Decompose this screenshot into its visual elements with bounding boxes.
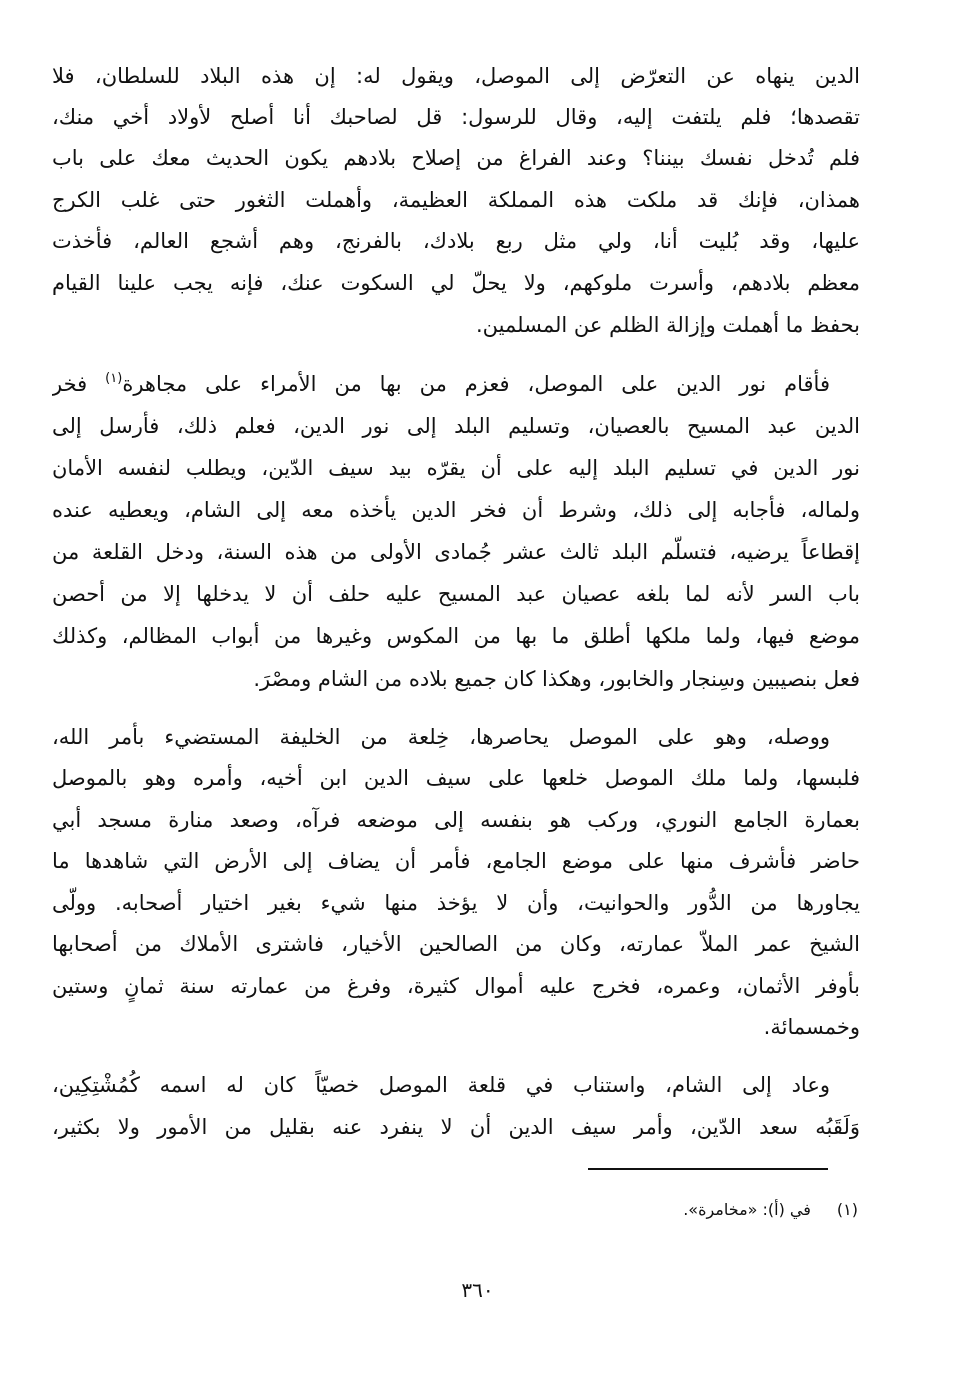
text-line: الدين ينهاه عن التعرّض إلى الموصل، ويقول له: إن هذه البلاد للسلطان، فلا bbox=[52, 64, 860, 88]
text-line: نور الدين في تسليم البلد إليه على أن يقرّه بيد سيف الدّين، ويطلب لنفسه الأمان bbox=[52, 456, 860, 480]
text-line: عليها، وقد بُليت أنا، ولي مثل ربع بلادك، بالفرنج، وهم أشجع العالم، فأخذت bbox=[52, 229, 860, 253]
footnote-reference: (١) bbox=[105, 371, 123, 386]
text-line: الشيخ عمر الملاّ عمارته، وكان من الصالحين الأخيار، فاشترى الأملاك من أصحابها bbox=[52, 932, 860, 956]
text-line: وعاد إلى الشام، واستناب في قلعة الموصل خصيّاً كان له اسمه كُمُشْتِكِين، bbox=[52, 1073, 830, 1097]
text-line: موضع فيها، ولما ملكها أطلق ما بها من المكوس وغيرها من أبواب المظالم، وكذلك bbox=[52, 624, 860, 648]
text-line: ولماله، فأجابه إلى ذلك، وشرط أن فخر الدين يأخذه معه إلى الشام، ويعطيه عنده bbox=[52, 498, 860, 522]
text-line: تقصدها؛ فلم يلتفت إليه، وقال للرسول: قل لصاحبك أنا أصلح لأولاد أخي منك، bbox=[52, 105, 860, 129]
footnote bbox=[358, 1195, 858, 1225]
text-line: بحفظ ما أهملت وإزالة الظلم عن المسلمين. bbox=[476, 313, 860, 337]
page-number: ٣٦٠ bbox=[461, 1278, 494, 1302]
text-line: فلم تُدخل نفسك بيننا؟ وعند الفراغ من إصلاح بلادهم يكون الحديث معك على باب bbox=[52, 146, 860, 170]
text-line: فلبسها، ولما ملك الموصل خلعها على سيف الدين ابن أخيه، وأمره وهو بالموصل bbox=[52, 766, 860, 790]
text-line: وخمسمائة. bbox=[763, 1015, 860, 1039]
text-line: يجاورها من الدُّور والحوانيت، وأن لا يؤخذ منها شيء بغير اختيار أصحابه. وولّى bbox=[52, 891, 860, 915]
text-line: همذان، فإنك قد ملكت هذه المملكة العظيمة، وأهملت الثغور حتى غلب الكرج bbox=[52, 188, 860, 212]
text-segment: فخر bbox=[52, 372, 106, 396]
text-line: وَلَقَبُه سعد الدّين، وأمر سيف الدين أن لا ينفرد عنه بقليل من الأمور ولا بكثير، bbox=[52, 1115, 860, 1139]
text-line: ووصله، وهو على الموصل يحاصرها، خِلعة من الخليفة المستضيء بأمر الله، bbox=[52, 725, 830, 749]
footnote-separator bbox=[588, 1168, 828, 1170]
text-line-with-footnote-ref bbox=[52, 364, 830, 404]
text-line: إقطاعاً يرضيه، فتسلّم البلد ثالث عشر جُمادى الأولى من هذه السنة، ودخل القلعة من bbox=[52, 540, 860, 564]
text-line: معظم بلادهم، وأسرت ملوكهم، ولا يحلّ لي السكوت عنك، فإنه يجب علينا القيام bbox=[52, 271, 860, 295]
text-line: فعل بنصيبين وسِنجار والخابور، وهكذا كان جميع بلاده من الشام ومصْرَ. bbox=[253, 667, 860, 691]
text-line: بأوفر الأثمان، وعمره، فخرج عليه أموال كثيرة، وفرغ من عمارته سنة ثمانٍ وستين bbox=[52, 974, 860, 998]
text-segment: فأقام نور الدين على الموصل، فعزم من بها من الأمراء على مجاهرة bbox=[122, 372, 830, 396]
text-line: بعمارة الجامع النوري، وركب هو بنفسه إلى موضعه فرآه، وصعد منارة مسجد أبي bbox=[52, 808, 860, 832]
footnote-number: (١) bbox=[836, 1200, 858, 1219]
footnote-text: في (أ): «مخامرة». bbox=[683, 1200, 811, 1219]
text-line: حاضر فأشرف منها على موضع الجامع، فأمر أن يضاف إلى الأرض التي شاهدها ما bbox=[52, 849, 860, 873]
text-line: الدين عبد المسيح بالعصيان، وتسليم البلد إلى نور الدين، فعلم ذلك، فأرسل إلى bbox=[52, 414, 860, 438]
text-line: باب السر لأنه لما بلغه عصيان عبد المسيح عليه حلف أن لا يدخلها إلا من أحصن bbox=[52, 582, 860, 606]
